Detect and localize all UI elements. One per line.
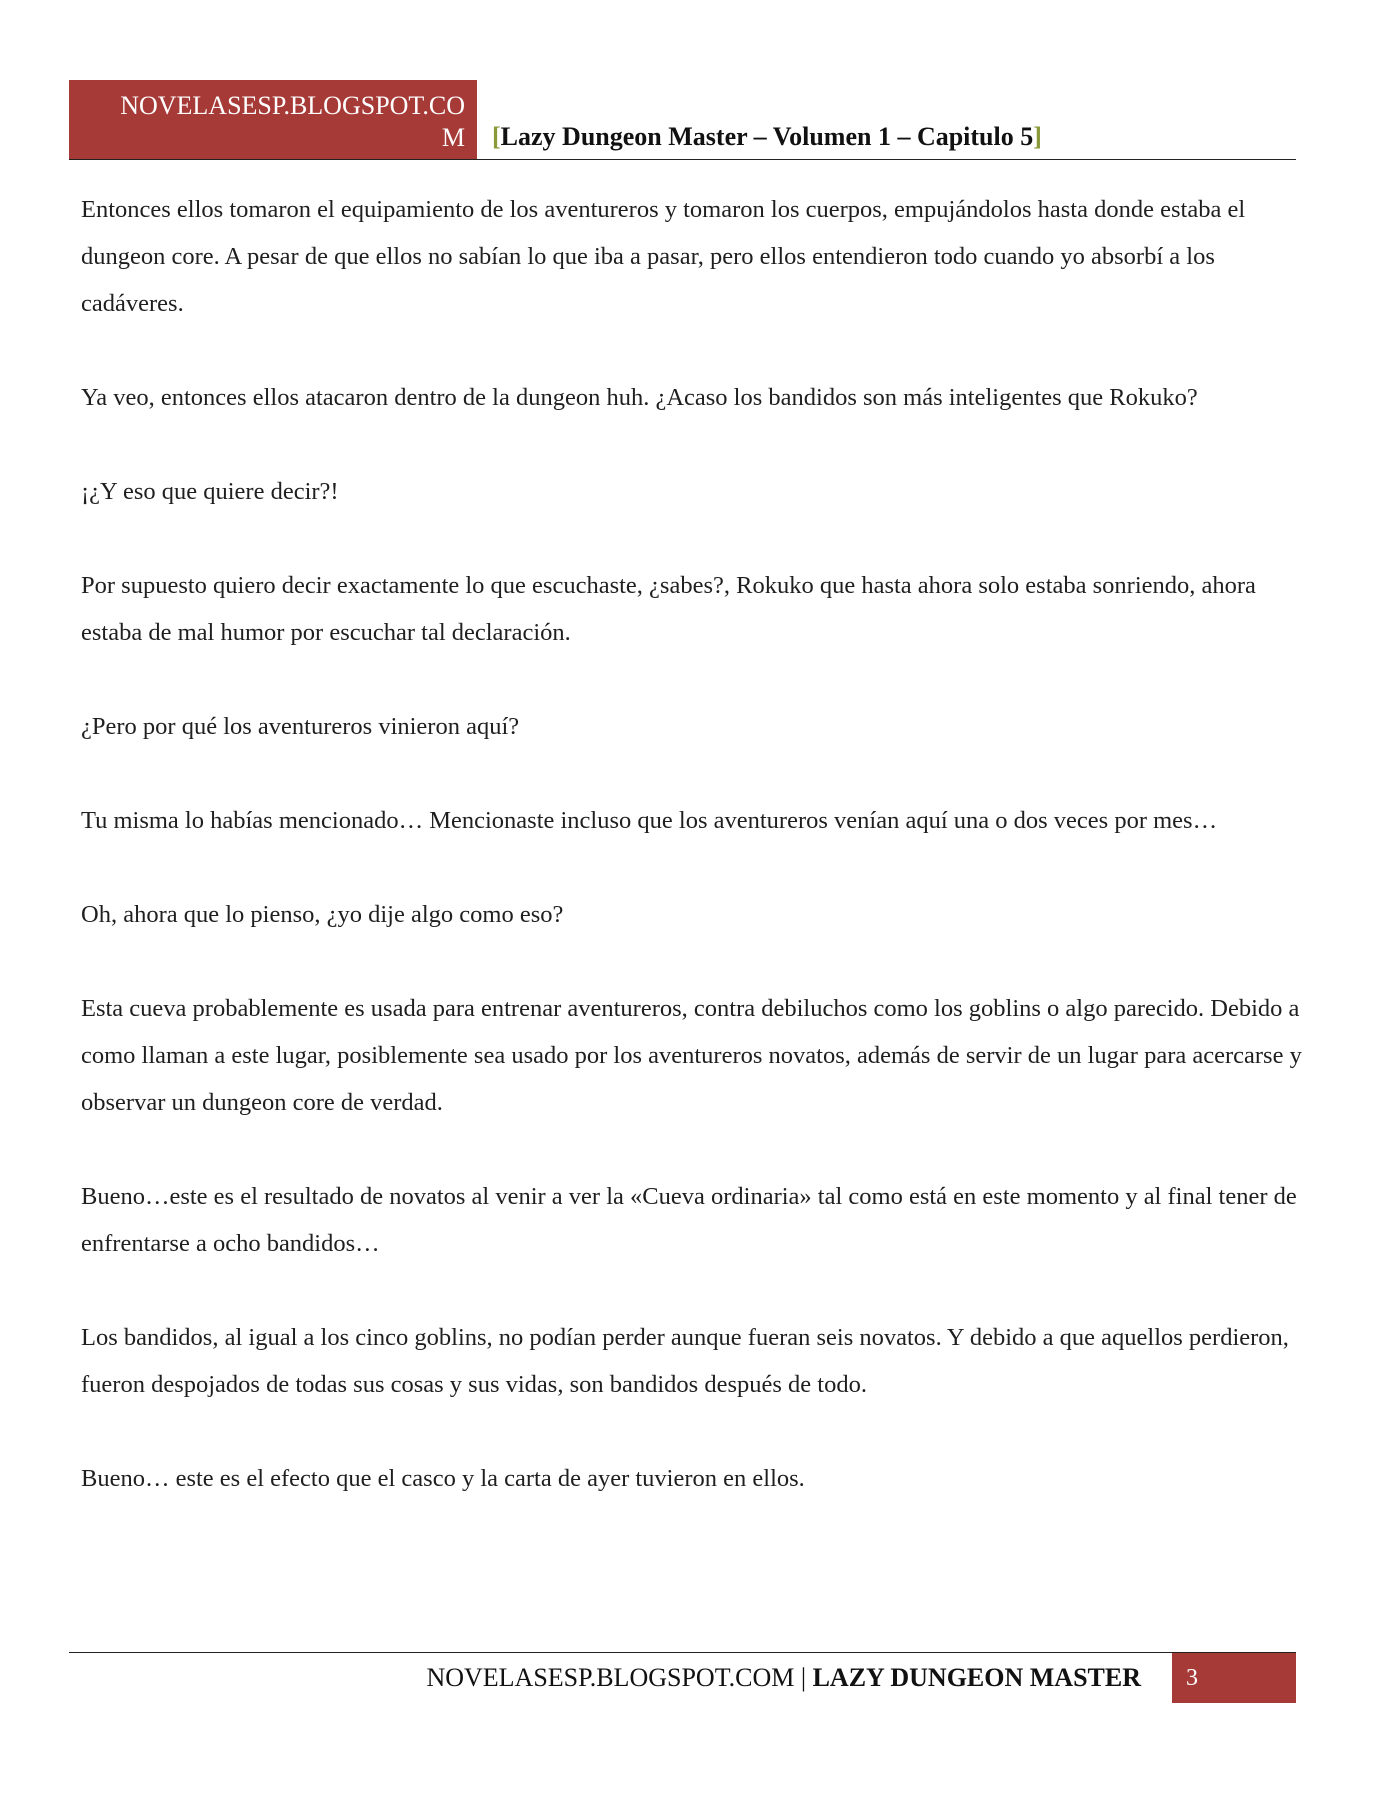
page-number: 3 (1172, 1653, 1296, 1703)
paragraph: Esta cueva probablemente es usada para entrenar aventureros, contra debiluchos como los goblins o algo parecido. Debido a como llaman a este lugar, posiblemente sea usado por los aventureros novatos, además de servir de un lugar para acercarse y observar un dungeon core de verdad. (81, 995, 1302, 1116)
header-bracket-open: [ (492, 122, 501, 151)
page-header (69, 80, 1296, 160)
header-title-text: Lazy Dungeon Master – Volumen 1 – Capitulo 5 (500, 122, 1034, 151)
paragraph: Bueno… este es el efecto que el casco y la carta de ayer tuvieron en ellos. (81, 1465, 805, 1492)
footer-book-title: LAZY DUNGEON MASTER (812, 1663, 1141, 1692)
paragraph: Bueno…este es el resultado de novatos al venir a ver la «Cueva ordinaria» tal como está en este momento y al final tener de enfrentarse a ocho bandidos… (81, 1183, 1297, 1257)
footer-site: NOVELASESP.BLOGSPOT.COM | (426, 1663, 813, 1692)
paragraph: Tu misma lo habías mencionado… Mencionaste incluso que los aventureros venían aquí una o dos veces por mes… (81, 807, 1218, 834)
paragraph: Entonces ellos tomaron el equipamiento de los aventureros y tomaron los cuerpos, empujándolos hasta donde estaba el dungeon core. A pesar de que ellos no sabían lo que iba a pasar, pero ellos entendieron todo cuando yo absorbí a los cadáveres. (81, 196, 1246, 317)
paragraph: Los bandidos, al igual a los cinco goblins, no podían perder aunque fueran seis novatos. Y debido a que aquellos perdieron, fueron despojados de todas sus cosas y sus vidas, son bandidos después de todo. (81, 1324, 1289, 1398)
header-bracket-close: ] (1033, 122, 1042, 151)
header-chapter-title (492, 122, 1042, 152)
paragraph: Ya veo, entonces ellos atacaron dentro de la dungeon huh. ¿Acaso los bandidos son más inteligentes que Rokuko? (81, 384, 1198, 411)
footer-text (426, 1663, 1141, 1693)
paragraph: Oh, ahora que lo pienso, ¿yo dije algo como eso? (81, 901, 564, 928)
paragraph: ¿Pero por qué los aventureros vinieron aquí? (81, 713, 520, 740)
paragraph: Por supuesto quiero decir exactamente lo que escuchaste, ¿sabes?, Rokuko que hasta ahora solo estaba sonriendo, ahora estaba de mal humor por escuchar tal declaración. (81, 572, 1256, 646)
header-site-banner: NOVELASESP.BLOGSPOT.COM (69, 80, 477, 159)
chapter-body (81, 186, 1316, 1549)
paragraph: ¡¿Y eso que quiere decir?! (81, 478, 339, 505)
page-footer (69, 1652, 1296, 1704)
